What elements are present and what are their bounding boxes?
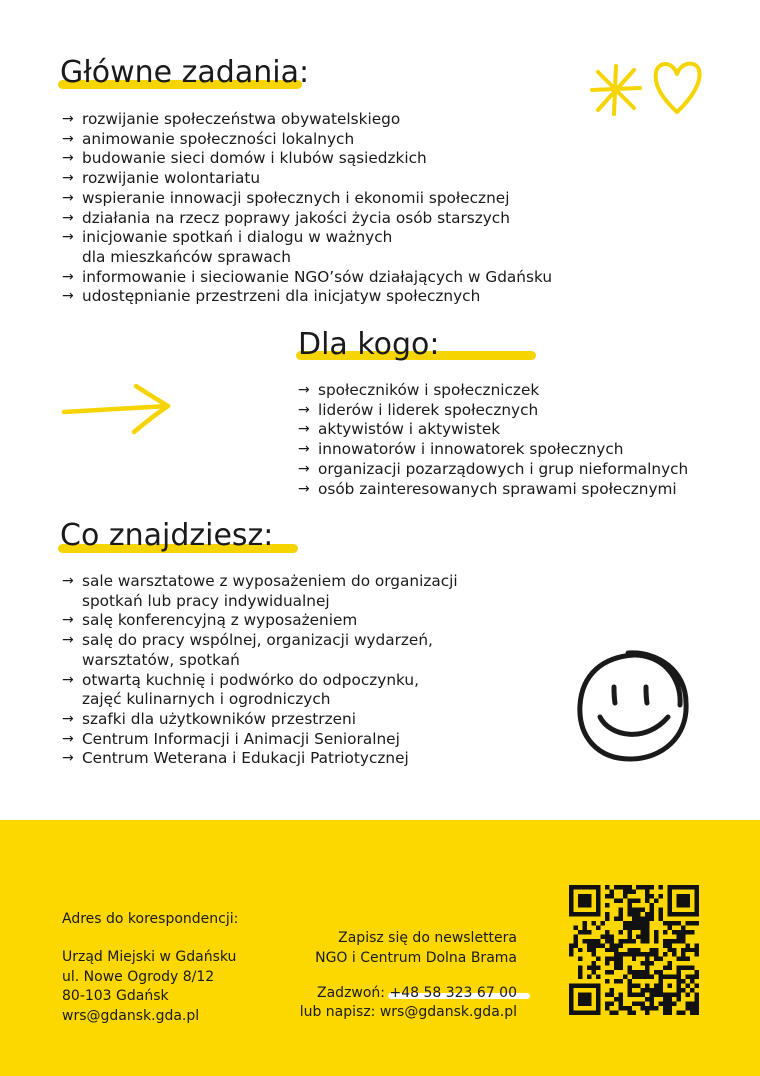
main-tasks-heading: Główne zadania: <box>60 55 310 90</box>
address-block: Urząd Miejski w Gdańsku ul. Nowe Ogrody 8/12 80-103 Gdańsk wrs@gdansk.gda.pl <box>62 949 237 1024</box>
arrow-bullet-icon: → <box>298 480 310 497</box>
arrow-bullet-icon: → <box>62 150 74 167</box>
arrow-bullet-icon: → <box>298 421 310 438</box>
list-item: → organizacji pozarządowych i grup nieformalnych <box>298 459 689 478</box>
list-item: → osób zainteresowanych sprawami społecznymi <box>298 479 677 498</box>
list-item: → otwartą kuchnię i podwórko do odpoczynku, zajęć kulinarnych i ogrodniczych <box>62 670 419 709</box>
arrow-bullet-icon: → <box>62 573 74 589</box>
arrow-bullet-icon: → <box>62 730 74 747</box>
list-item: → Centrum Informacji i Animacji Senioralnej <box>62 729 400 748</box>
sparkle-icon <box>586 62 646 118</box>
list-item: → szafki dla użytkowników przestrzeni <box>62 709 356 728</box>
what-you-find-list <box>62 572 458 769</box>
list-item: → społeczników i społeczniczek <box>298 381 540 399</box>
arrow-bullet-icon: → <box>298 460 310 477</box>
list-item: → salę konferencyjną z wyposażeniem <box>62 611 358 630</box>
arrow-bullet-icon: → <box>62 170 74 187</box>
list-item: → sale warsztatowe z wyposażeniem do organizacji spotkań lub pracy indywidualnej <box>62 572 458 610</box>
arrow-bullet-icon: → <box>62 229 74 246</box>
arrow-bullet-icon: → <box>62 612 74 629</box>
list-item: → animowanie społeczności lokalnych <box>62 129 355 148</box>
what-you-find-heading: Co znajdziesz: <box>60 518 274 553</box>
smiley-icon <box>570 645 696 765</box>
list-item: → liderów i liderek społecznych <box>298 400 539 419</box>
newsletter-text: Zapisz się do newslettera NGO i Centrum Dolna Brama <box>315 930 517 966</box>
email-link[interactable]: lub napisz: wrs@gdansk.gda.pl <box>299 1004 517 1020</box>
list-item: → inicjowanie spotkań i dialogu w ważnych dla mieszkańców sprawach <box>62 228 393 266</box>
list-item: → innowatorów i innowatorek społecznych <box>298 440 624 459</box>
list-item: → budowanie sieci domów i klubów sąsiedzkich <box>62 149 427 168</box>
main-tasks-list <box>62 110 552 307</box>
arrow-bullet-icon: → <box>62 671 74 688</box>
arrow-bullet-icon: → <box>62 632 74 649</box>
arrow-bullet-icon: → <box>298 382 310 398</box>
for-whom-heading: Dla kogo: <box>298 327 440 362</box>
for-whom-list <box>298 381 688 499</box>
list-item: → rozwijanie wolontariatu <box>62 169 261 188</box>
arrow-right-icon <box>60 380 176 438</box>
arrow-bullet-icon: → <box>62 209 74 226</box>
list-item: → działania na rzecz poprawy jakości życia osób starszych <box>62 208 510 227</box>
list-item: → wspieranie innowacji społecznych i ekonomii społecznej <box>62 188 510 207</box>
address-label: Adres do korespondencji: <box>62 911 239 927</box>
list-item: → salę do pracy wspólnej, organizacji wydarzeń, warsztatów, spotkań <box>62 631 433 669</box>
arrow-bullet-icon: → <box>298 441 310 458</box>
list-item: → Centrum Weterana i Edukacji Patriotycznej <box>62 749 409 768</box>
arrow-bullet-icon: → <box>62 111 74 127</box>
phone-text: Zadzwoń: +48 58 323 67 00 <box>317 985 517 1001</box>
arrow-bullet-icon: → <box>62 130 74 147</box>
qr-code[interactable] <box>569 885 699 1015</box>
list-item: → aktywistów i aktywistek <box>298 420 501 439</box>
arrow-bullet-icon: → <box>62 710 74 727</box>
arrow-bullet-icon: → <box>298 401 310 418</box>
list-item: → informowanie i sieciowanie NGO’sów działających w Gdańsku <box>62 267 553 286</box>
heart-icon <box>650 58 704 116</box>
arrow-bullet-icon: → <box>62 268 74 285</box>
arrow-bullet-icon: → <box>62 750 74 767</box>
arrow-bullet-icon: → <box>62 189 74 206</box>
list-item: → rozwijanie społeczeństwa obywatelskiego <box>62 110 401 128</box>
arrow-bullet-icon: → <box>62 288 74 305</box>
list-item: → udostępnianie przestrzeni dla inicjatyw społecznych <box>62 287 481 306</box>
